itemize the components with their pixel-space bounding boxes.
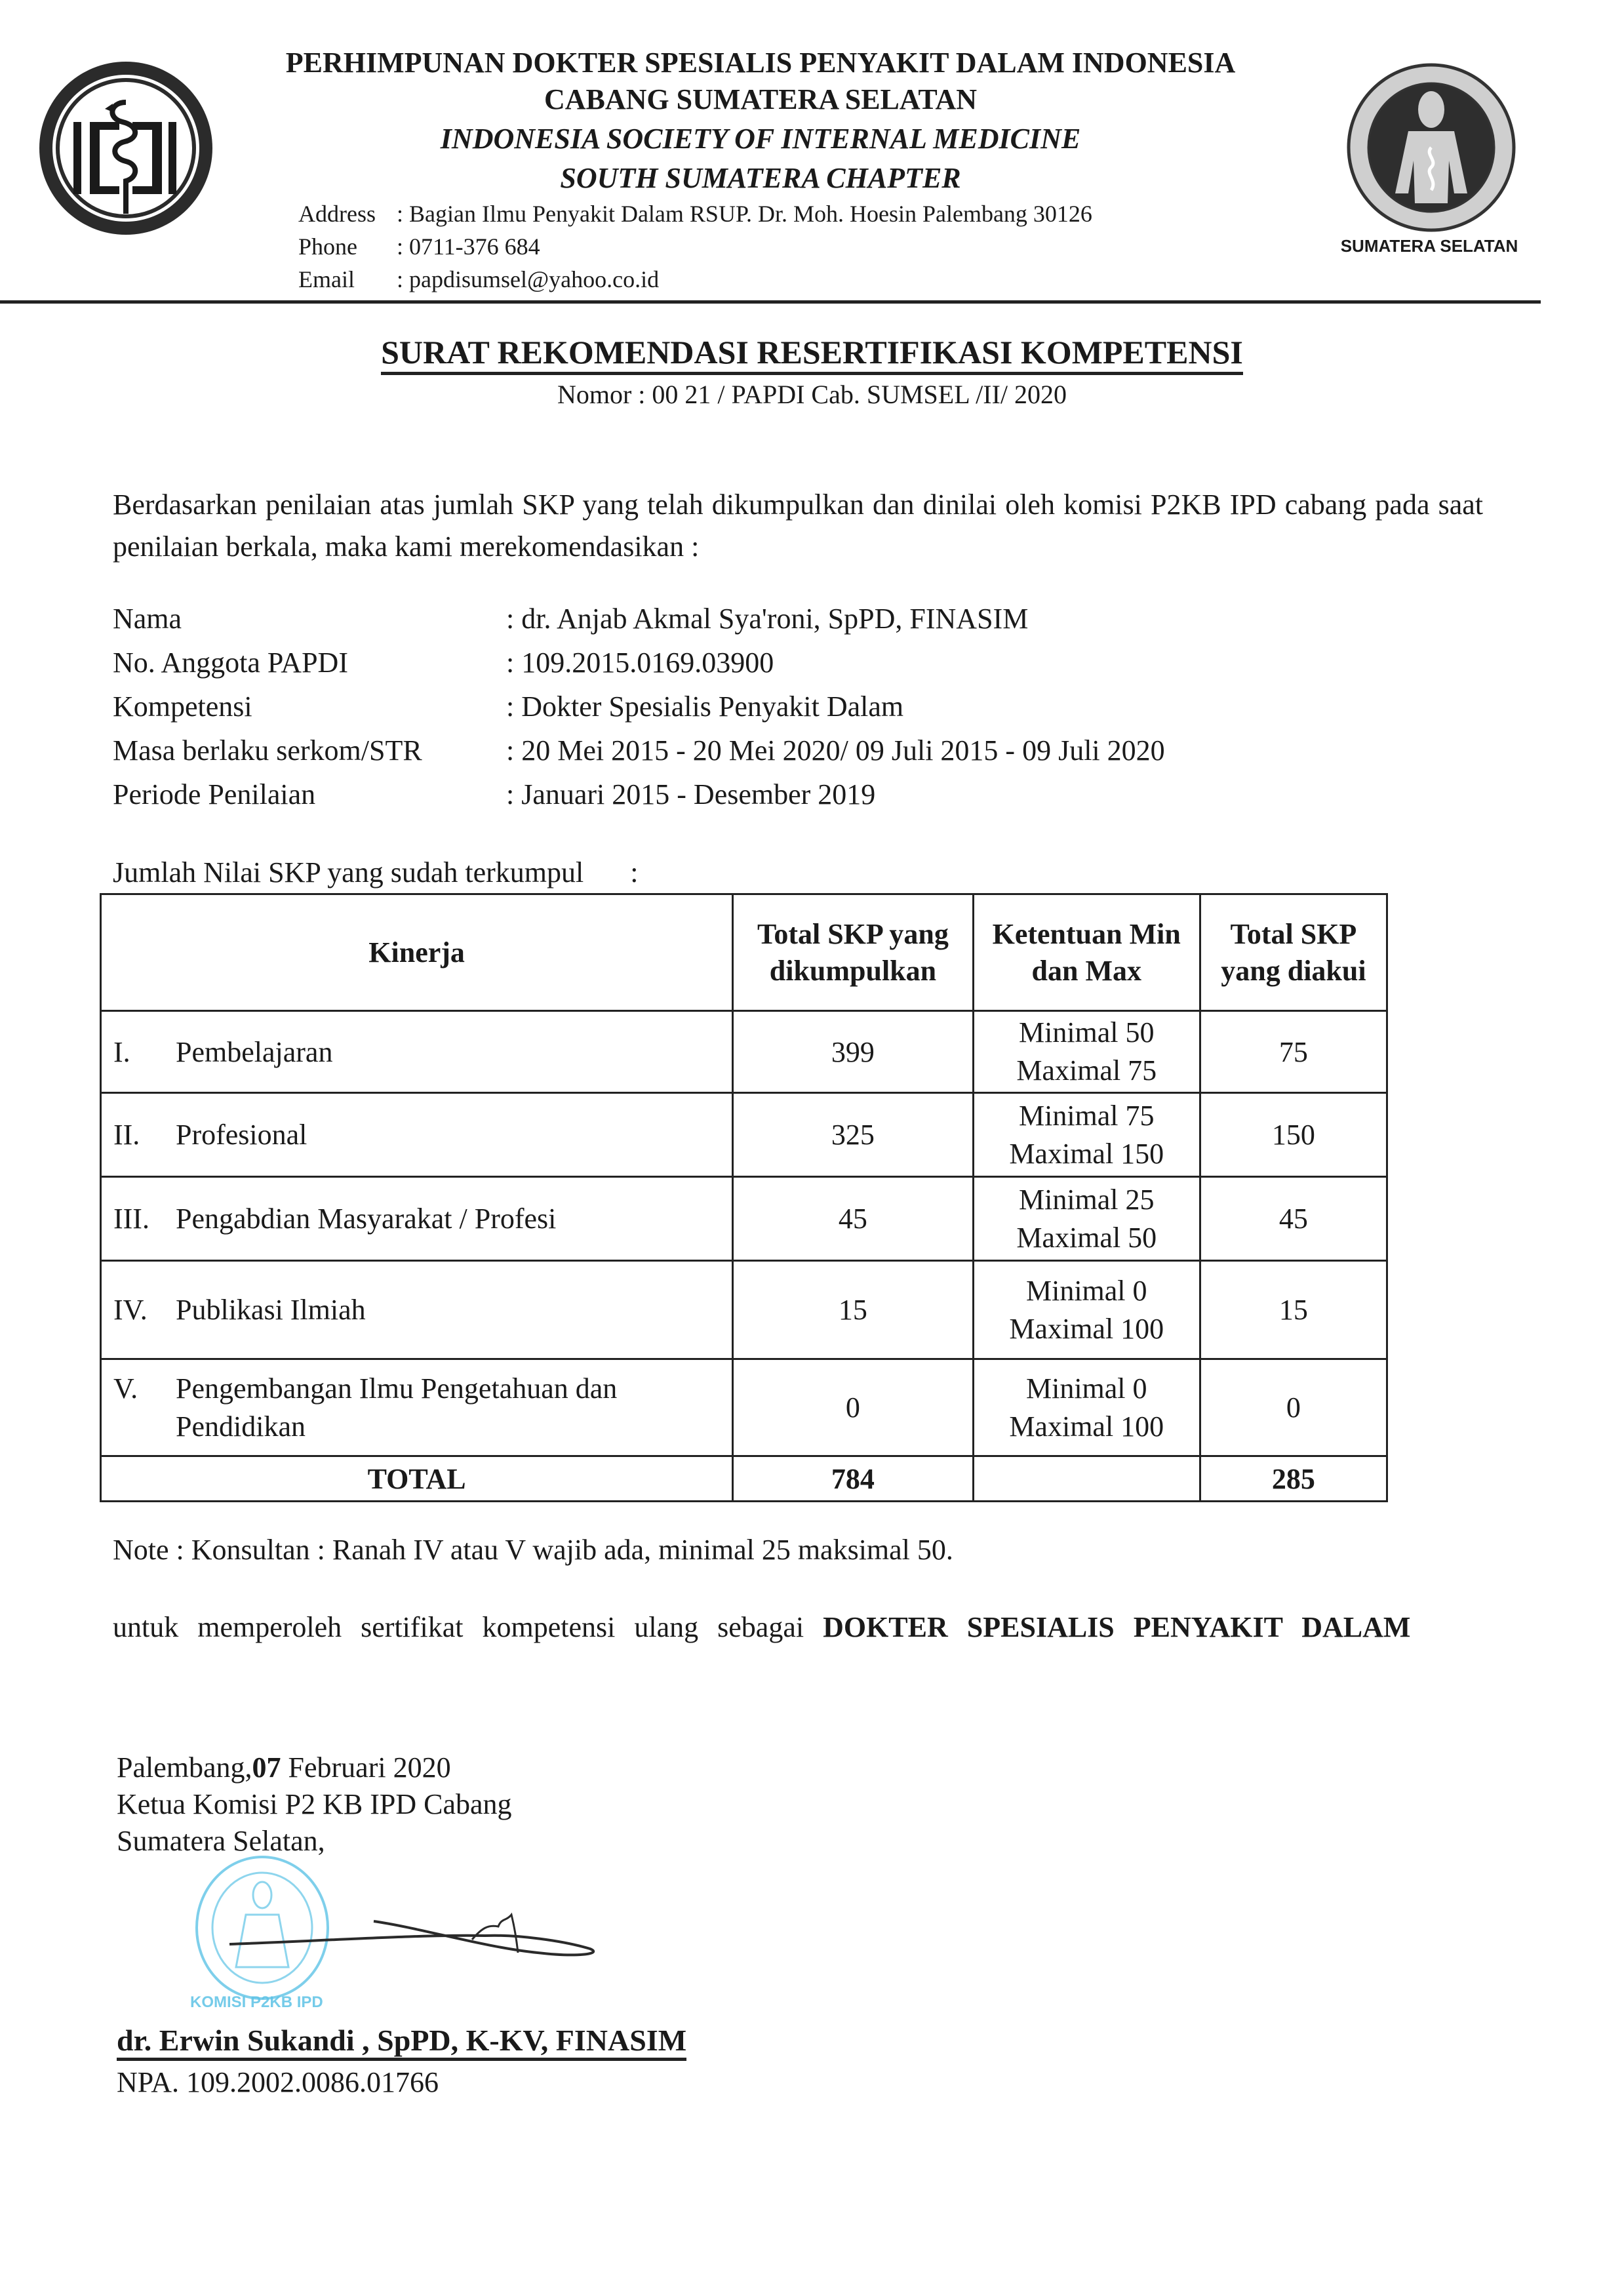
- skp-table: [100, 893, 1388, 1502]
- contact-phone: [298, 231, 540, 262]
- branch-name-english: SOUTH SUMATERA CHAPTER: [560, 162, 961, 194]
- field-label: Kompetensi: [113, 690, 252, 723]
- min-value: Minimal 25: [1018, 1183, 1155, 1216]
- kinerja-name: Pengabdian Masyarakat / Profesi: [176, 1203, 557, 1235]
- field-value: : dr. Anjab Akmal Sya'roni, SpPD, FINASIM: [506, 603, 1029, 635]
- collected-cell: 325: [733, 1093, 973, 1177]
- max-value: Maximal 100: [1009, 1410, 1164, 1443]
- recognized-cell: 15: [1200, 1261, 1387, 1359]
- contact-label: Phone: [298, 233, 357, 260]
- closing-paragraph: [113, 1606, 1483, 1648]
- kinerja-cell: [101, 1011, 733, 1093]
- contact-value: : Bagian Ilmu Penyakit Dalam RSUP. Dr. Moh. Hoesin Palembang 30126: [397, 201, 1092, 227]
- place-date: [117, 1749, 451, 1786]
- stamp-text: KOMISI P2KB IPD: [190, 1993, 323, 2011]
- kinerja-cell: [101, 1177, 733, 1261]
- kinerja-cell: [101, 1093, 733, 1177]
- closing-bold-text: DOKTER SPESIALIS PENYAKIT DALAM: [823, 1611, 1411, 1643]
- contact-value: : 0711-376 684: [397, 233, 540, 260]
- table-caption-colon: :: [630, 856, 639, 888]
- note: Note : Konsultan : Ranah IV atau V wajib ada, minimal 25 maksimal 50.: [113, 1534, 953, 1566]
- table-row: [101, 1261, 1387, 1359]
- table-row: [101, 1359, 1387, 1456]
- table-row: [101, 1093, 1387, 1177]
- kinerja-cell: [101, 1359, 733, 1456]
- table-caption: [113, 856, 638, 889]
- field-value: : 20 Mei 2015 - 20 Mei 2020/ 09 Juli 2015 - 09 Juli 2020: [506, 734, 1165, 767]
- header-collected: Total SKP yang dikumpulkan: [733, 894, 973, 1011]
- field-label: Periode Penilaian: [113, 778, 316, 810]
- min-max-cell: [973, 1093, 1200, 1177]
- collected-cell: 15: [733, 1261, 973, 1359]
- max-value: Maximal 75: [1016, 1054, 1157, 1087]
- kinerja-name: Pembelajaran: [176, 1035, 333, 1068]
- date-day: 07: [252, 1751, 281, 1784]
- field-validity: [113, 734, 1165, 767]
- contact-label: Address: [298, 201, 376, 227]
- document-title: [0, 333, 1624, 371]
- contact-address: [298, 198, 1092, 230]
- signer-name: dr. Erwin Sukandi , SpPD, K-KV, FINASIM: [117, 2023, 686, 2061]
- total-min-max-empty: [973, 1456, 1200, 1502]
- org-name-english: INDONESIA SOCIETY OF INTERNAL MEDICINE: [440, 123, 1081, 155]
- seal-caption: SUMATERA SELATAN: [1340, 236, 1518, 256]
- signer-role-line1: Ketua Komisi P2 KB IPD Cabang: [117, 1788, 512, 1820]
- total-recognized: 285: [1200, 1456, 1387, 1502]
- min-max-cell: [973, 1011, 1200, 1093]
- min-max-cell: [973, 1177, 1200, 1261]
- recognized-cell: 150: [1200, 1093, 1387, 1177]
- contact-label: Email: [298, 266, 355, 292]
- kinerja-name: Pengembangan Ilmu Pengetahuan dan Pendidikan: [176, 1372, 618, 1443]
- row-number: I.: [113, 1035, 130, 1068]
- min-value: Minimal 50: [1018, 1016, 1155, 1048]
- field-label: Nama: [113, 603, 182, 635]
- table-header-row: [101, 894, 1387, 1011]
- field-value: : Januari 2015 - Desember 2019: [506, 778, 876, 810]
- kinerja-cell: [101, 1261, 733, 1359]
- min-value: Minimal 75: [1018, 1099, 1155, 1132]
- row-number: V.: [113, 1372, 138, 1405]
- collected-cell: 399: [733, 1011, 973, 1093]
- field-nama: [113, 602, 1028, 635]
- closing-text: untuk memperoleh sertifikat kompetensi ulang sebagai: [113, 1611, 804, 1643]
- document-title-text: SURAT REKOMENDASI RESERTIFIKASI KOMPETENSI: [381, 334, 1243, 375]
- signer-npa: NPA. 109.2002.0086.01766: [117, 2066, 439, 2098]
- table-caption-text: Jumlah Nilai SKP yang sudah terkumpul: [113, 856, 584, 888]
- total-label: TOTAL: [101, 1456, 733, 1502]
- header-kinerja: Kinerja: [101, 894, 733, 1011]
- row-number: IV.: [113, 1294, 148, 1326]
- row-number: III.: [113, 1203, 149, 1235]
- table-row: [101, 1177, 1387, 1261]
- ipd-caduceus-logo-icon: [34, 56, 218, 240]
- max-value: Maximal 100: [1009, 1312, 1164, 1345]
- row-number: II.: [113, 1119, 140, 1151]
- handwritten-signature-icon: [223, 1902, 616, 1980]
- document-number: Nomor : 00 21 / PAPDI Cab. SUMSEL /II/ 2020: [557, 380, 1067, 409]
- field-value: : 109.2015.0169.03900: [506, 647, 774, 679]
- contact-value: : papdisumsel@yahoo.co.id: [397, 266, 660, 292]
- field-competency: [113, 690, 903, 723]
- collected-cell: 45: [733, 1177, 973, 1261]
- max-value: Maximal 50: [1016, 1221, 1157, 1254]
- total-collected: 784: [733, 1456, 973, 1502]
- recognized-cell: 45: [1200, 1177, 1387, 1261]
- signer-role-line2: Sumatera Selatan,: [117, 1825, 325, 1857]
- collected-cell: 0: [733, 1359, 973, 1456]
- table-row: [101, 1011, 1387, 1093]
- min-max-cell: [973, 1359, 1200, 1456]
- field-value: : Dokter Spesialis Penyakit Dalam: [506, 690, 904, 723]
- field-label: No. Anggota PAPDI: [113, 647, 348, 679]
- min-max-cell: [973, 1261, 1200, 1359]
- org-name-indonesian: PERHIMPUNAN DOKTER SPESIALIS PENYAKIT DALAM INDONESIA: [285, 47, 1236, 79]
- place: Palembang,: [117, 1751, 252, 1784]
- max-value: Maximal 150: [1009, 1137, 1164, 1170]
- field-assessment-period: [113, 778, 875, 811]
- recognized-cell: 75: [1200, 1011, 1387, 1093]
- field-member-number: [113, 646, 774, 679]
- date-rest: Februari 2020: [288, 1751, 451, 1784]
- contact-email: [298, 264, 659, 295]
- field-label: Masa berlaku serkom/STR: [113, 734, 422, 767]
- header-recognized: Total SKP yang diakui: [1200, 894, 1387, 1011]
- kinerja-name: Publikasi Ilmiah: [176, 1294, 366, 1326]
- papdi-seal-icon: [1336, 62, 1526, 233]
- min-value: Minimal 0: [1025, 1274, 1147, 1307]
- table-total-row: [101, 1456, 1387, 1502]
- intro-paragraph: Berdasarkan penilaian atas jumlah SKP yang telah dikumpulkan dan dinilai oleh komisi P2KB IPD cabang pada saat penilaian berkala, maka kami merekomendasikan :: [113, 489, 1483, 563]
- recognized-cell: 0: [1200, 1359, 1387, 1456]
- kinerja-name: Profesional: [176, 1119, 307, 1151]
- header-min-max: Ketentuan Min dan Max: [973, 894, 1200, 1011]
- min-value: Minimal 0: [1025, 1372, 1147, 1405]
- branch-name-indonesian: CABANG SUMATERA SELATAN: [544, 83, 978, 115]
- header-divider: [0, 300, 1541, 304]
